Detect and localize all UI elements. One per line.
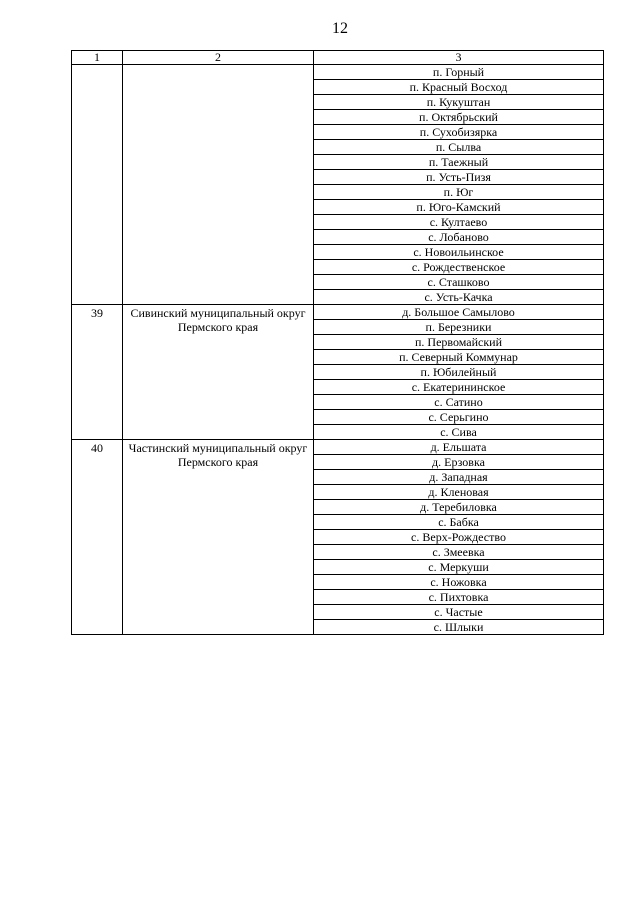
settlement-name: п. Юго-Камский	[314, 200, 604, 215]
settlement-name: с. Пихтовка	[314, 590, 604, 605]
settlement-name: с. Серьгино	[314, 410, 604, 425]
settlement-name: п. Первомайский	[314, 335, 604, 350]
settlement-name: п. Усть-Пизя	[314, 170, 604, 185]
page-number: 12	[332, 20, 348, 37]
settlement-name: с. Усть-Качка	[314, 290, 604, 305]
settlement-name: с. Частые	[314, 605, 604, 620]
settlement-name: с. Бабка	[314, 515, 604, 530]
settlement-name: с. Лобаново	[314, 230, 604, 245]
settlement-name: с. Шлыки	[314, 620, 604, 635]
table-row	[72, 65, 604, 80]
settlement-name: с. Култаево	[314, 215, 604, 230]
settlement-name: с. Змеевка	[314, 545, 604, 560]
settlement-name: с. Сива	[314, 425, 604, 440]
settlement-name: п. Горный	[314, 65, 604, 80]
row-number: 40	[72, 440, 123, 635]
column-header-district: 2	[123, 51, 314, 65]
district-name	[123, 65, 314, 305]
settlement-name: п. Сылва	[314, 140, 604, 155]
settlement-name: с. Сташково	[314, 275, 604, 290]
settlement-name: с. Новоильинское	[314, 245, 604, 260]
settlement-name: с. Ножовка	[314, 575, 604, 590]
settlement-name: д. Кленовая	[314, 485, 604, 500]
settlement-name: д. Западная	[314, 470, 604, 485]
district-name: Сивинский муниципальный округ Пермского края	[123, 305, 314, 440]
settlement-name: д. Ерзовка	[314, 455, 604, 470]
settlement-name: с. Рождественское	[314, 260, 604, 275]
settlement-name: д. Теребиловка	[314, 500, 604, 515]
table-body	[72, 65, 604, 635]
settlement-name: с. Верх-Рождество	[314, 530, 604, 545]
settlement-name: п. Юг	[314, 185, 604, 200]
table-row	[72, 305, 604, 320]
settlement-name: п. Юбилейный	[314, 365, 604, 380]
settlement-name: п. Березники	[314, 320, 604, 335]
settlement-name: п. Октябрьский	[314, 110, 604, 125]
table-header-row	[72, 51, 604, 65]
settlement-name: д. Ельшата	[314, 440, 604, 455]
column-header-number: 1	[72, 51, 123, 65]
settlement-name: с. Меркуши	[314, 560, 604, 575]
settlement-name: п. Кукуштан	[314, 95, 604, 110]
row-number	[72, 65, 123, 305]
settlement-name: п. Северный Коммунар	[314, 350, 604, 365]
settlement-name: с. Сатино	[314, 395, 604, 410]
settlement-name: с. Екатерининское	[314, 380, 604, 395]
settlement-name: п. Сухобизярка	[314, 125, 604, 140]
column-header-settlement: 3	[314, 51, 604, 65]
table-row	[72, 440, 604, 455]
district-name: Частинский муниципальный округ Пермского края	[123, 440, 314, 635]
settlements-table	[71, 50, 604, 635]
settlement-name: д. Большое Самылово	[314, 305, 604, 320]
row-number: 39	[72, 305, 123, 440]
settlement-name: п. Красный Восход	[314, 80, 604, 95]
settlement-name: п. Таежный	[314, 155, 604, 170]
